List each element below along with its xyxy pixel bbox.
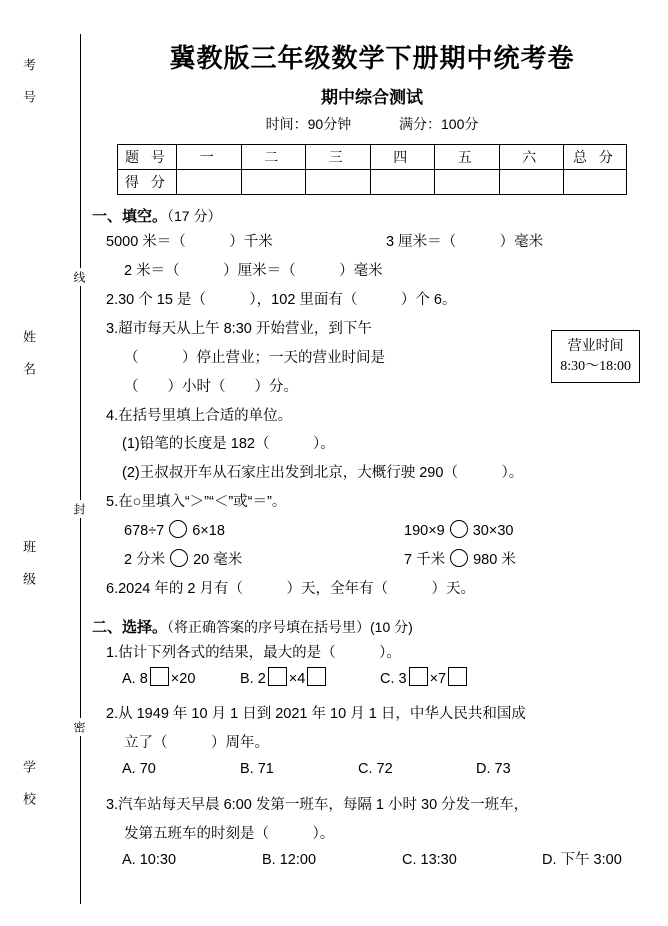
page-subtitle: 期中综合测试 — [321, 88, 423, 107]
score-table-cell-empty — [499, 170, 564, 195]
score-table-cell-empty — [435, 170, 500, 195]
score-table-cell-empty — [241, 170, 306, 195]
question-2-3-stem-line-1: 3.汽车站每天早晨 6:00 发第一班车，每隔 1 小时 30 分发一班车， — [106, 796, 529, 813]
total-score-label: 满分：100分 — [399, 116, 479, 132]
score-table-cell: 三 — [306, 145, 371, 170]
question-1-1-line-2: 2 米＝（ ）厘米＝（ ）毫米 — [124, 262, 383, 279]
option-b-prefix: B. 2 — [240, 670, 266, 687]
question-1-1-line-1 — [106, 231, 652, 255]
q5-left-4: 7 千米 — [404, 552, 446, 569]
option-d[interactable]: D. 73 — [476, 761, 511, 778]
question-2-2-stem-line-2: 立了（ ）周年。 — [124, 735, 269, 752]
option-c[interactable]: C. 13:30 — [402, 851, 457, 868]
question-2-3-stem-line-2: 发第五班车的时刻是（ ）。 — [124, 825, 335, 842]
q5-left-2: 190×9 — [404, 523, 445, 540]
table-row-scores — [118, 170, 627, 195]
blank-box-icon[interactable] — [307, 667, 326, 686]
question-1-5-pair-4 — [404, 549, 652, 573]
score-table-cell: 得 分 — [118, 170, 177, 195]
fill-circle-icon[interactable] — [450, 549, 468, 567]
section-1-points: （17 分） — [167, 208, 222, 224]
question-2-2-stem-line-1: 2.从 1949 年 10 月 1 日到 2021 年 10 月 1 日，中华人民共和国成 — [106, 706, 526, 723]
option-b[interactable] — [240, 666, 380, 694]
option-c[interactable] — [380, 666, 498, 694]
margin-label-exam-number: 考 号 — [21, 58, 36, 105]
question-1-2: 2.30 个 15 是（ ），102 里面有（ ）个 6。 — [106, 291, 457, 308]
margin-divider-line — [80, 34, 81, 904]
blank-box-icon[interactable] — [409, 667, 428, 686]
question-2-2-options — [122, 756, 652, 784]
question-1-4-b: (2)王叔叔开车从石家庄出发到北京，大概行驶 290（ ）。 — [122, 465, 524, 482]
option-c-suffix: ×7 — [429, 670, 447, 687]
score-table-cell: 一 — [177, 145, 242, 170]
option-b-suffix: ×4 — [288, 670, 306, 687]
seal-mark-seal: 封 — [71, 500, 88, 518]
section-2-points: （将正确答案的序号填在括号里）(10 分) — [167, 618, 413, 635]
section-1-heading — [92, 205, 652, 226]
time-label: 时间：90分钟 — [265, 116, 352, 132]
fill-circle-icon[interactable] — [450, 520, 468, 538]
score-table — [117, 144, 627, 195]
question-1-1-left: 5000 米＝（ ）千米 — [106, 234, 273, 250]
business-hours-value: 8:30～18:00 — [560, 359, 631, 374]
question-1-3-line-1: 3.超市每天从上午 8:30 开始营业，到下午 — [106, 320, 372, 337]
q5-right-1: 6×18 — [192, 523, 225, 540]
q5-right-4: 980 米 — [473, 552, 516, 569]
question-1-5-row-1 — [124, 520, 652, 544]
exam-meta — [92, 114, 652, 134]
section-2-heading — [92, 616, 652, 637]
margin-label-class: 班 级 — [21, 540, 36, 587]
seal-mark-line: 线 — [71, 268, 88, 286]
option-a-prefix: A. 8 — [122, 670, 148, 687]
fill-circle-icon[interactable] — [170, 549, 188, 567]
option-b[interactable]: B. 12:00 — [262, 851, 317, 868]
score-table-cell: 题 号 — [118, 145, 177, 170]
option-d[interactable]: D. 下午 3:00 — [542, 851, 622, 868]
q5-right-2: 30×30 — [472, 523, 514, 540]
score-table-cell: 二 — [241, 145, 306, 170]
option-a[interactable] — [122, 666, 240, 694]
margin-label-school: 学 校 — [21, 760, 36, 807]
question-2-3-options — [122, 847, 652, 875]
score-table-cell-empty — [177, 170, 242, 195]
score-table-cell: 四 — [370, 145, 435, 170]
business-hours-sign — [551, 330, 640, 383]
margin-label-name: 姓 名 — [21, 330, 36, 377]
question-1-3-line-3: （ ）小时（ ）分。 — [124, 378, 298, 395]
option-c-prefix: C. 3 — [380, 670, 407, 687]
blank-box-icon[interactable] — [150, 667, 169, 686]
score-table-cell-empty — [306, 170, 371, 195]
question-2-1-options — [122, 666, 652, 694]
margin-column — [0, 0, 86, 926]
score-table-cell: 总 分 — [564, 145, 627, 170]
question-1-5-pair-3 — [124, 549, 404, 573]
question-1-5-stem: 5.在○里填入“＞”“＜”或“＝”。 — [106, 494, 287, 511]
table-row-headers — [118, 145, 627, 170]
section-1-title: 一、填空。 — [92, 208, 168, 225]
option-b[interactable]: B. 71 — [240, 761, 274, 778]
q5-left-3: 2 分米 — [124, 552, 166, 569]
score-table-cell-empty — [564, 170, 627, 195]
question-2-1-stem: 1.估计下列各式的结果，最大的是（ ）。 — [106, 644, 401, 661]
exam-content — [92, 20, 652, 874]
q5-left-1: 678÷7 — [124, 523, 165, 540]
blank-box-icon[interactable] — [268, 667, 287, 686]
score-table-cell-empty — [370, 170, 435, 195]
q5-right-3: 20 毫米 — [193, 552, 243, 569]
option-c[interactable]: C. 72 — [358, 761, 393, 778]
score-table-cell: 五 — [435, 145, 500, 170]
question-1-6: 6.2024 年的 2 月有（ ）天，全年有（ ）天。 — [106, 581, 475, 598]
fill-circle-icon[interactable] — [169, 520, 187, 538]
blank-box-icon[interactable] — [448, 667, 467, 686]
business-hours-title: 营业时间 — [567, 337, 624, 353]
question-1-4-a: (1)铅笔的长度是 182（ ）。 — [122, 436, 335, 453]
option-a[interactable]: A. 10:30 — [122, 851, 177, 868]
question-1-5-pair-2 — [404, 520, 652, 544]
question-1-3-line-2: （ ）停止营业；一天的营业时间是 — [124, 349, 385, 366]
question-1-5-row-2 — [124, 549, 652, 573]
page-title: 冀教版三年级数学下册期中统考卷 — [169, 43, 575, 73]
question-1-1-right: 3 厘米＝（ ）毫米 — [386, 234, 544, 250]
question-1-5-pair-1 — [124, 520, 404, 544]
section-2-title: 二、选择。 — [92, 618, 168, 636]
option-a[interactable]: A. 70 — [122, 761, 156, 778]
option-a-suffix: ×20 — [170, 670, 196, 687]
score-table-cell: 六 — [499, 145, 564, 170]
question-1-4-stem: 4.在括号里填上合适的单位。 — [106, 407, 293, 424]
seal-mark-secret: 密 — [71, 718, 88, 736]
